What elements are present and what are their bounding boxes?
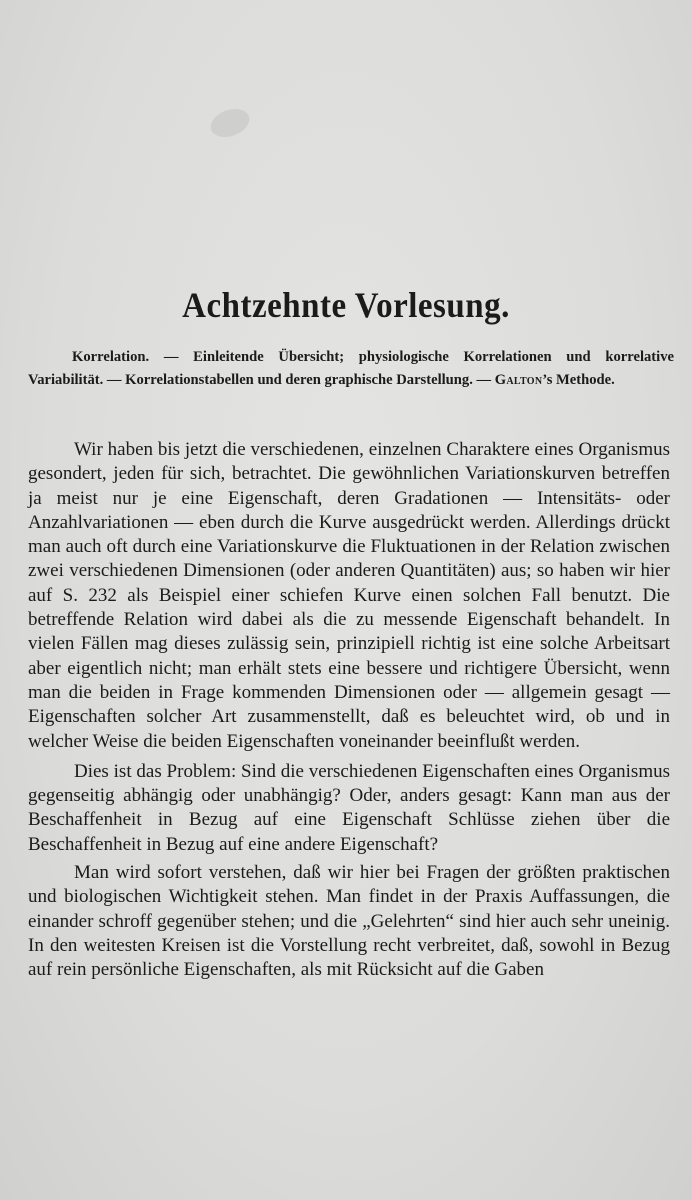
summary-text-end: ’s Methode. <box>542 372 615 388</box>
author-name-galton: Galton <box>494 372 543 388</box>
paragraph-3: Man wird sofort verstehen, daß wir hier bei Fragen der größten praktischen und biologischen Wichtigkeit stehen. Man findet in der Praxis Auffassungen, die einander schroff gegenüber stehen; und die „Gelehrten“ sind hier auch sehr uneinig. In den weitesten Kreisen ist die Vorstellung recht verbreitet, daß, sowohl in Bezug auf rein persönliche Eigenschaften, als mit Rücksicht auf die Gaben <box>28 862 670 981</box>
paper-smudge <box>207 104 253 142</box>
chapter-summary <box>28 346 674 392</box>
paragraph-1: Wir haben bis jetzt die verschiedenen, einzelnen Charaktere eines Organismus gesondert, jeden für sich, betrachtet. Die gewöhnlichen Variationskurven betreffen ja meist nur je eine Eigenschaft, deren Gradationen — Intensitäts- oder Anzahlvariationen — eben durch die Kurve ausgedrückt werden. Allerdings drückt man auch oft durch eine Variationskurve die Fluktuationen in der Relation zwischen zwei verschiedenen Dimensionen (oder anderen Quantitäten) aus; so haben wir hier auf S. 232 als Beispiel einer schiefen Kurve einen solchen Fall benutzt. Die betreffende Relation wird dabei als die zu messende Eigenschaft behandelt. In vielen Fällen mag dieses zulässig sein, prinzipiell richtig ist eine solche Arbeitsart aber eigentlich nicht; man erhält stets eine bessere und richtigere Übersicht, wenn man die beiden in Frage kommenden Dimensionen oder — allgemein gesagt — Eigenschaften solcher Art zusammenstellt, daß es beleuchtet wird, ob und in welcher Weise die beiden Eigenschaften voneinander beeinflußt werden. <box>28 439 670 752</box>
body-text <box>28 438 670 983</box>
summary-text: Korrelation. — Einleitende Übersicht; physiologische Korrelationen und korrelative Variabilität. — Korrelationstabellen und deren graphische Darstellung. — <box>28 349 674 388</box>
chapter-title: Achtzehnte Vorlesung. <box>182 286 510 326</box>
paragraph-2: Dies ist das Problem: Sind die verschiedenen Eigenschaften eines Organismus gegenseitig abhängig oder unabhängig? Oder, anders gesagt: Kann man aus der Beschaffenheit in Bezug auf eine Eigenschaft Schlüsse ziehen über die Beschaffenheit in Bezug auf eine andere Eigenschaft? <box>28 760 670 855</box>
